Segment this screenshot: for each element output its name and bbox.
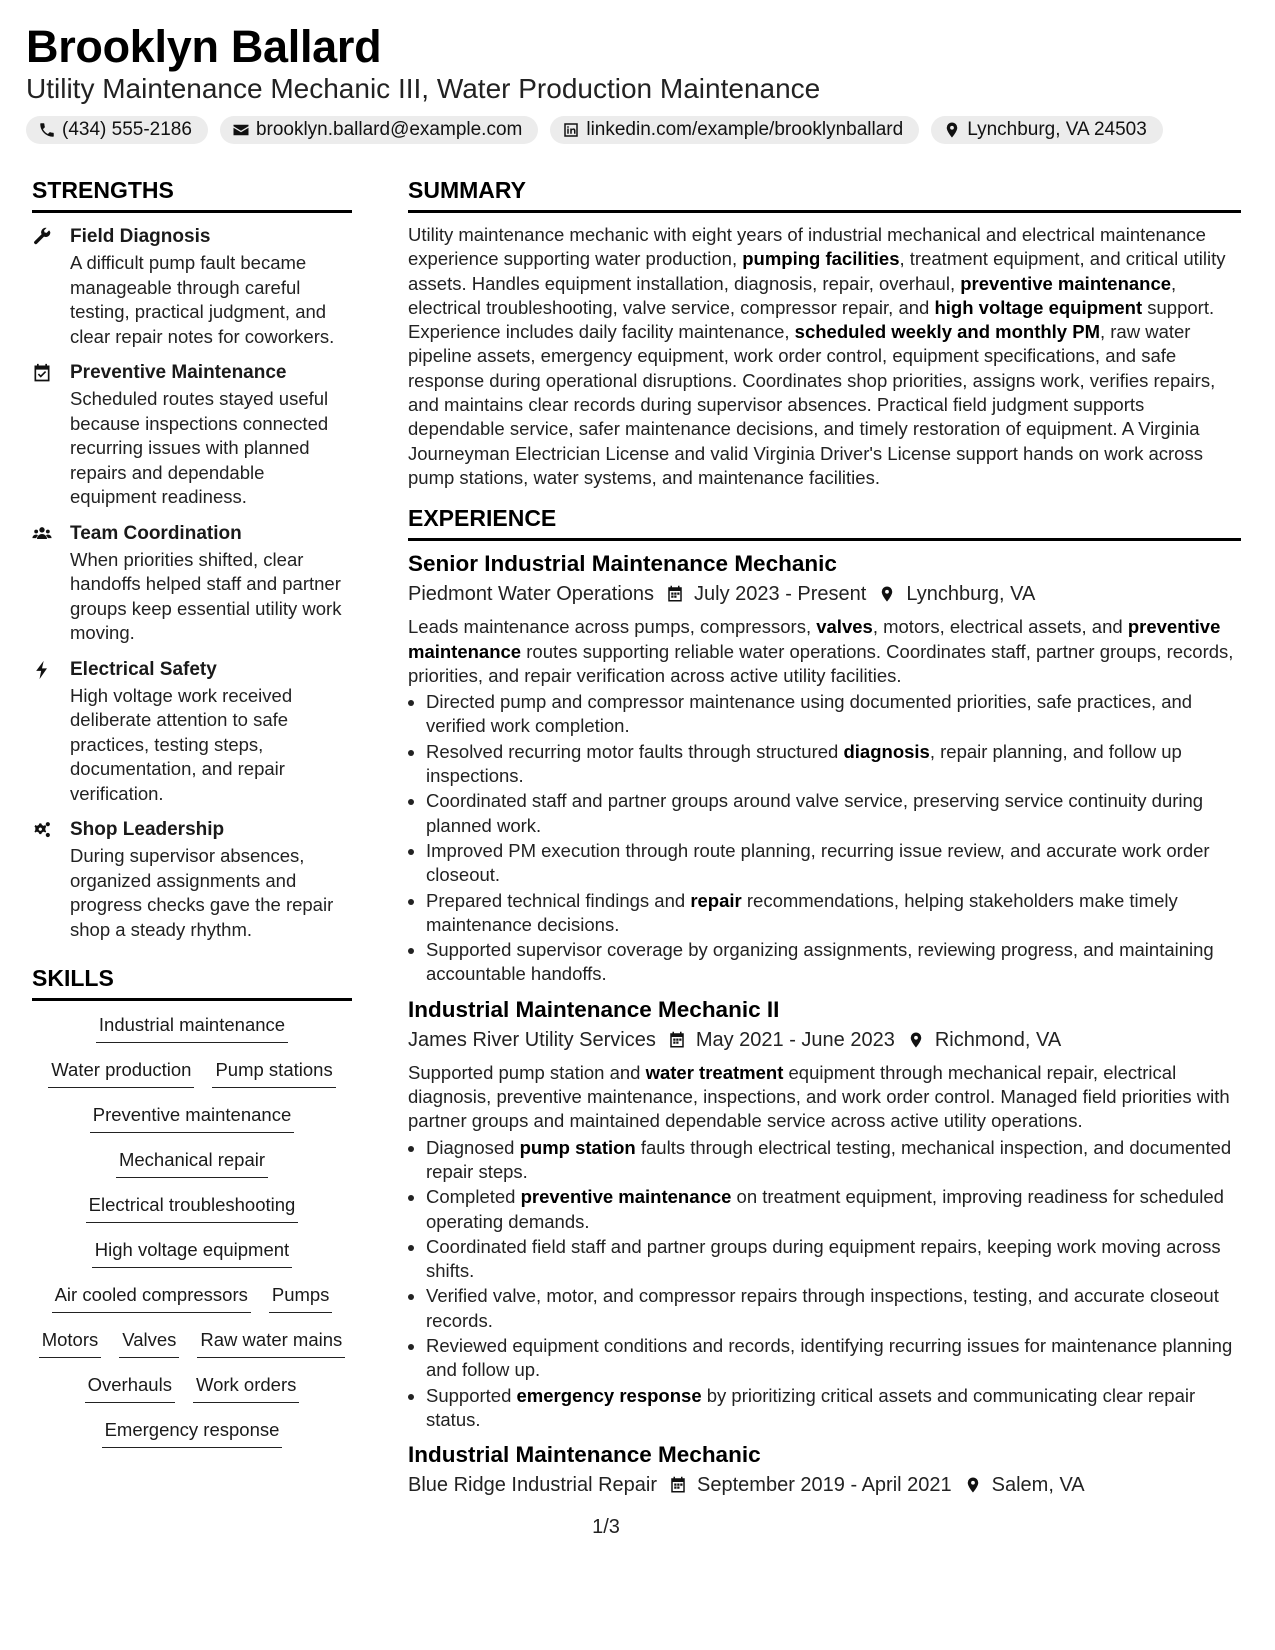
job-meta bbox=[408, 1025, 1241, 1055]
strength-item bbox=[32, 658, 352, 807]
strength-description: A difficult pump fault became manageable through careful testing, practical judgment, and clear repair notes for coworkers. bbox=[70, 252, 335, 347]
linkedin-icon bbox=[562, 121, 580, 139]
job-company: Blue Ridge Industrial Repair bbox=[408, 1474, 658, 1497]
location-pin-icon bbox=[878, 584, 896, 604]
contact-bar bbox=[26, 116, 1246, 144]
envelope-icon bbox=[232, 121, 250, 139]
calendar-icon bbox=[669, 1475, 687, 1495]
skill-tag: Emergency response bbox=[102, 1418, 283, 1448]
strength-name: Field Diagnosis bbox=[70, 226, 211, 247]
job-entry bbox=[408, 549, 1241, 986]
bullet-item: • Reviewed equipment conditions and records, identifying recurring issues for maintenance planning and follow up. bbox=[426, 1334, 1241, 1383]
skill-row bbox=[39, 1328, 346, 1373]
bullet-item: • Directed pump and compressor maintenance using documented priorities, safe practices, and verified work completion. bbox=[426, 690, 1241, 739]
strength-name: Electrical Safety bbox=[70, 658, 217, 680]
strength-item bbox=[32, 361, 352, 510]
lightning-bolt-icon bbox=[32, 660, 52, 680]
job-company: James River Utility Services bbox=[408, 1028, 656, 1051]
strengths-heading: STRENGTHS bbox=[32, 176, 352, 213]
bullet-item: • Coordinated field staff and partner groups during equipment repairs, keeping work moving across shifts. bbox=[426, 1235, 1241, 1284]
bullet-item: • Completed preventive maintenance on treatment equipment, improving readiness for scheduled operating demands. bbox=[426, 1185, 1241, 1234]
skill-tag: Valves bbox=[119, 1328, 179, 1358]
contact-text: linkedin.com/example/brooklynballard bbox=[586, 119, 904, 140]
bullet-item: • Supported supervisor coverage by organizing assignments, reviewing progress, and maintaining accountable handoffs. bbox=[426, 938, 1241, 987]
skills-list bbox=[32, 1013, 352, 1463]
strength-description: When priorities shifted, clear handoffs helped staff and partner groups keep essential utility work moving. bbox=[70, 548, 342, 643]
skill-row bbox=[90, 1103, 294, 1148]
summary-text: Utility maintenance mechanic with eight years of industrial mechanical and electrical maintenance experience supporting water production, pumping facilities, treatment equipment, and critical utility assets. Handles equipment installation, diagnosis, repair, overhaul, preventive maintenance, electrical troubleshooting, valve service, compressor repair, and high voltage equipment support. Experience includes daily facility maintenance, scheduled weekly and monthly PM, raw water pipeline assets, emergency equipment, work order control, equipment specifications, and safe response during operational disruptions. Coordinates shop priorities, assigns work, verifies repairs, and maintains clear records during supervisor absences. Practical field judgment supports dependable service, safer maintenance decisions, and timely restoration of equipment. A Virginia Journeyman Electrician License and valid Virginia Driver's License support hands on work across pump stations, water systems, and maintenance facilities. bbox=[408, 224, 1226, 488]
skill-row bbox=[86, 1193, 299, 1238]
job-bullets bbox=[408, 690, 1241, 987]
job-location: Salem, VA bbox=[991, 1474, 1085, 1497]
skill-row bbox=[116, 1148, 268, 1193]
users-icon bbox=[32, 524, 52, 544]
skill-tag: Pump stations bbox=[212, 1058, 335, 1088]
page-number: 1/3 bbox=[592, 1516, 620, 1538]
contact-text: Lynchburg, VA 24503 bbox=[967, 119, 1147, 140]
skill-tag: Overhauls bbox=[85, 1373, 175, 1403]
strength-description: During supervisor absences, organized assignments and progress checks gave the repair shop a steady rhythm. bbox=[70, 845, 334, 940]
bullet-item: • Diagnosed pump station faults through electrical testing, mechanical inspection, and documented repair steps. bbox=[426, 1136, 1241, 1185]
job-bullets bbox=[408, 1136, 1241, 1433]
experience-heading: EXPERIENCE bbox=[408, 504, 1241, 541]
job-title: Industrial Maintenance Mechanic bbox=[408, 1442, 761, 1468]
bullet-item: • Prepared technical findings and repair recommendations, helping stakeholders make timely maintenance decisions. bbox=[426, 889, 1241, 938]
job-entry bbox=[408, 1440, 1241, 1500]
skill-tag: Mechanical repair bbox=[116, 1148, 268, 1178]
bullet-item: • Supported emergency response by prioritizing critical assets and communicating clear repair status. bbox=[426, 1384, 1241, 1433]
skill-tag: Industrial maintenance bbox=[96, 1013, 288, 1043]
contact-email[interactable] bbox=[220, 116, 538, 144]
skill-tag: Electrical troubleshooting bbox=[86, 1193, 299, 1223]
location-pin-icon bbox=[943, 121, 961, 139]
left-column bbox=[32, 176, 352, 1463]
strength-item bbox=[32, 522, 352, 646]
strength-name: Team Coordination bbox=[70, 522, 242, 544]
skill-tag: Raw water mains bbox=[197, 1328, 345, 1358]
job-meta bbox=[408, 579, 1241, 609]
job-dates: May 2021 - June 2023 bbox=[695, 1028, 895, 1051]
job-company: Piedmont Water Operations bbox=[408, 583, 655, 606]
right-column bbox=[408, 176, 1241, 1500]
skill-row bbox=[48, 1058, 335, 1103]
bullet-item: • Improved PM execution through route planning, recurring issue review, and accurate work order closeout. bbox=[426, 839, 1241, 888]
contact-text: brooklyn.ballard@example.com bbox=[255, 119, 523, 140]
job-title: Senior Industrial Maintenance Mechanic bbox=[408, 551, 837, 577]
job-location: Richmond, VA bbox=[934, 1028, 1062, 1051]
skill-tag: Work orders bbox=[193, 1373, 299, 1403]
job-summary: Leads maintenance across pumps, compressors, valves, motors, electrical assets, and preventive maintenance routes supporting reliable water operations. Coordinates staff, partner groups, records, priorities, and repair verification across active utility facilities. bbox=[408, 616, 1234, 686]
wrench-icon bbox=[32, 227, 52, 247]
bullet-item: • Verified valve, motor, and compressor repairs through inspections, testing, and accurate closeout records. bbox=[426, 1284, 1241, 1333]
skill-row bbox=[85, 1373, 300, 1418]
experience-list bbox=[408, 549, 1241, 1500]
strength-name: Preventive Maintenance bbox=[70, 362, 287, 383]
contact-phone[interactable] bbox=[26, 116, 208, 144]
skill-tag: Preventive maintenance bbox=[90, 1103, 294, 1133]
calendar-icon bbox=[666, 584, 684, 604]
candidate-title: Utility Maintenance Mechanic III, Water Production Maintenance bbox=[26, 73, 821, 104]
job-dates: July 2023 - Present bbox=[694, 583, 867, 606]
bullet-item: • Resolved recurring motor faults through structured diagnosis, repair planning, and follow up inspections. bbox=[426, 740, 1241, 789]
gears-icon bbox=[32, 820, 52, 840]
skill-tag: High voltage equipment bbox=[92, 1238, 292, 1268]
bullet-item: • Coordinated staff and partner groups around valve service, preserving service continuity during planned work. bbox=[426, 789, 1241, 838]
contact-linkedin[interactable] bbox=[550, 116, 919, 144]
strength-item bbox=[32, 225, 352, 349]
strengths-list bbox=[32, 225, 352, 942]
strength-item bbox=[32, 818, 352, 942]
calendar-icon bbox=[668, 1030, 686, 1050]
phone-icon bbox=[38, 121, 56, 139]
job-entry bbox=[408, 995, 1241, 1432]
skill-row bbox=[102, 1418, 283, 1463]
strength-description: Scheduled routes stayed useful because inspections connected recurring issues with planned repairs and dependable equipment readiness. bbox=[70, 388, 329, 507]
location-pin-icon bbox=[907, 1030, 925, 1050]
contact-location[interactable] bbox=[931, 116, 1163, 144]
job-dates: September 2019 - April 2021 bbox=[697, 1474, 952, 1497]
strength-name: Shop Leadership bbox=[70, 819, 225, 840]
skill-tag: Air cooled compressors bbox=[52, 1283, 251, 1313]
resume-header bbox=[26, 20, 1246, 144]
skill-row bbox=[96, 1013, 288, 1058]
contact-text: (434) 555-2186 bbox=[62, 119, 192, 140]
skills-heading: SKILLS bbox=[32, 964, 352, 1001]
skill-tag: Water production bbox=[48, 1058, 194, 1088]
job-title: Industrial Maintenance Mechanic II bbox=[408, 996, 780, 1022]
skill-row bbox=[52, 1283, 333, 1328]
job-meta bbox=[408, 1470, 1241, 1500]
skill-tag: Motors bbox=[39, 1328, 102, 1358]
location-pin-icon bbox=[964, 1475, 982, 1495]
strength-description: High voltage work received deliberate attention to safe practices, testing steps, documentation, and repair verification. bbox=[70, 684, 293, 804]
skill-row bbox=[92, 1238, 292, 1283]
skill-tag: Pumps bbox=[269, 1283, 333, 1313]
summary-heading: SUMMARY bbox=[408, 176, 1241, 213]
job-summary: Supported pump station and water treatment equipment through mechanical repair, electrical diagnosis, preventive maintenance, inspections, and work order control. Managed field priorities with partner groups and maintained dependable service across active utility operations. bbox=[408, 1061, 1230, 1132]
calendar-check-icon bbox=[32, 363, 52, 383]
candidate-name: Brooklyn Ballard bbox=[26, 21, 382, 72]
job-location: Lynchburg, VA bbox=[906, 583, 1036, 606]
